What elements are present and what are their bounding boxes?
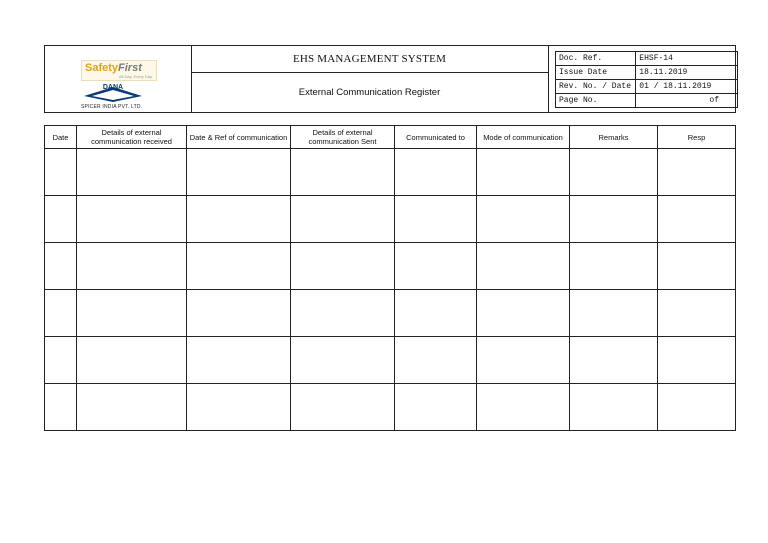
header-row	[45, 126, 736, 149]
table-row	[45, 243, 736, 290]
table-cell	[658, 149, 736, 196]
table-cell	[658, 384, 736, 431]
dana-logo	[82, 83, 144, 103]
meta-row-issue-date	[556, 66, 738, 80]
table-cell	[395, 384, 477, 431]
table-cell	[187, 243, 291, 290]
column-header-communicated-to: Communicated to	[395, 126, 477, 149]
table-cell	[187, 290, 291, 337]
table-row	[45, 196, 736, 243]
table-cell	[477, 196, 570, 243]
column-header-resp: Resp	[658, 126, 736, 149]
table-cell	[77, 290, 187, 337]
table-cell	[658, 290, 736, 337]
table-cell	[291, 337, 395, 384]
table-cell	[395, 196, 477, 243]
meta-value: 01 / 18.11.2019	[636, 80, 738, 94]
table-cell	[570, 384, 658, 431]
register-table	[44, 125, 736, 431]
system-title: EHS MANAGEMENT SYSTEM	[191, 46, 548, 73]
column-header-remarks: Remarks	[570, 126, 658, 149]
table-cell	[570, 290, 658, 337]
table-cell	[658, 337, 736, 384]
title-block	[191, 46, 549, 112]
meta-row-rev-no	[556, 80, 738, 94]
table-row	[45, 384, 736, 431]
document-header	[44, 45, 736, 113]
table-cell	[570, 149, 658, 196]
table-cell	[291, 384, 395, 431]
table-cell	[570, 243, 658, 290]
dana-wordmark: DANA	[102, 84, 124, 91]
table-cell	[395, 243, 477, 290]
meta-table	[555, 51, 738, 108]
table-cell	[77, 384, 187, 431]
table-cell	[187, 196, 291, 243]
register-body	[45, 149, 736, 431]
company-name: SPICER INDIA PVT. LTD.	[81, 104, 143, 110]
table-row	[45, 149, 736, 196]
table-cell	[658, 243, 736, 290]
meta-value: of	[636, 94, 738, 108]
meta-row-page-no	[556, 94, 738, 108]
table-cell	[45, 290, 77, 337]
column-header-date-ref: Date & Ref of communication	[187, 126, 291, 149]
table-row	[45, 337, 736, 384]
table-cell	[187, 337, 291, 384]
table-cell	[45, 337, 77, 384]
table-cell	[658, 196, 736, 243]
column-header-details-sent: Details of external communication Sent	[291, 126, 395, 149]
table-cell	[570, 196, 658, 243]
table-cell	[45, 384, 77, 431]
table-cell	[395, 337, 477, 384]
logo-cell	[45, 46, 192, 112]
table-cell	[291, 290, 395, 337]
meta-value: 18.11.2019	[636, 66, 738, 80]
table-cell	[77, 337, 187, 384]
table-cell	[477, 290, 570, 337]
table-cell	[395, 149, 477, 196]
table-cell	[45, 149, 77, 196]
table-cell	[45, 243, 77, 290]
table-cell	[570, 337, 658, 384]
column-header-mode: Mode of communication	[477, 126, 570, 149]
table-cell	[477, 243, 570, 290]
document-meta	[555, 51, 737, 111]
meta-label: Rev. No. / Date	[556, 80, 636, 94]
table-cell	[45, 196, 77, 243]
table-cell	[187, 384, 291, 431]
meta-label: Doc. Ref.	[556, 52, 636, 66]
safety-first-logo: SafetyFirst All Day, Every Day	[81, 60, 157, 81]
table-cell	[77, 196, 187, 243]
meta-value: EHSF-14	[636, 52, 738, 66]
table-cell	[395, 290, 477, 337]
table-row	[45, 290, 736, 337]
meta-label: Issue Date	[556, 66, 636, 80]
table-cell	[291, 149, 395, 196]
table-cell	[77, 149, 187, 196]
table-cell	[477, 149, 570, 196]
table-cell	[291, 196, 395, 243]
table-cell	[477, 337, 570, 384]
column-header-date: Date	[45, 126, 77, 149]
column-header-details-received: Details of external communication received	[77, 126, 187, 149]
table-cell	[291, 243, 395, 290]
meta-row-doc-ref	[556, 52, 738, 66]
meta-label: Page No.	[556, 94, 636, 108]
table-cell	[77, 243, 187, 290]
form-title: External Communication Register	[298, 87, 441, 98]
table-cell	[477, 384, 570, 431]
table-cell	[187, 149, 291, 196]
